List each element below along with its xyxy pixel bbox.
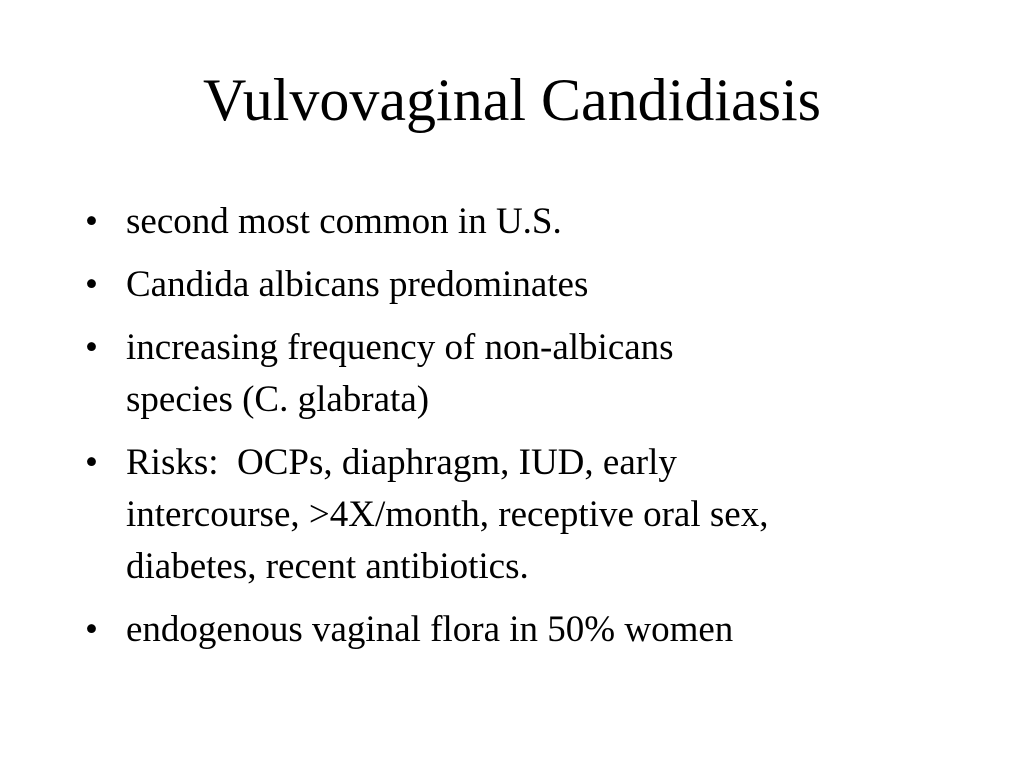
bullet-icon: •: [85, 609, 98, 650]
bullet-text-line: increasing frequency of non-albicans: [126, 327, 674, 368]
bullet-icon: •: [85, 264, 98, 305]
bullet-text-line: endogenous vaginal flora in 50% women: [126, 609, 734, 650]
bullet-text-line: diabetes, recent antibiotics.: [126, 546, 529, 587]
bullet-icon: •: [85, 442, 98, 483]
bullet-text-line: intercourse, >4X/month, receptive oral sex,: [126, 494, 769, 535]
bullet-item-risks: [85, 437, 945, 593]
bullet-item-flora: [85, 604, 945, 656]
bullet-text-line: species (C. glabrata): [126, 379, 430, 420]
bullet-icon: •: [85, 201, 98, 242]
bullet-list: [85, 196, 945, 667]
bullet-item-non-albicans: [85, 322, 945, 426]
bullet-item-prevalence: [85, 196, 945, 248]
slide-title: Vulvovaginal Candidiasis: [203, 67, 821, 133]
bullet-text-line: second most common in U.S.: [126, 201, 562, 242]
bullet-icon: •: [85, 327, 98, 368]
bullet-item-species: [85, 259, 945, 311]
bullet-text-line: Candida albicans predominates: [126, 264, 589, 305]
bullet-text-line: Risks: OCPs, diaphragm, IUD, early: [126, 442, 677, 483]
